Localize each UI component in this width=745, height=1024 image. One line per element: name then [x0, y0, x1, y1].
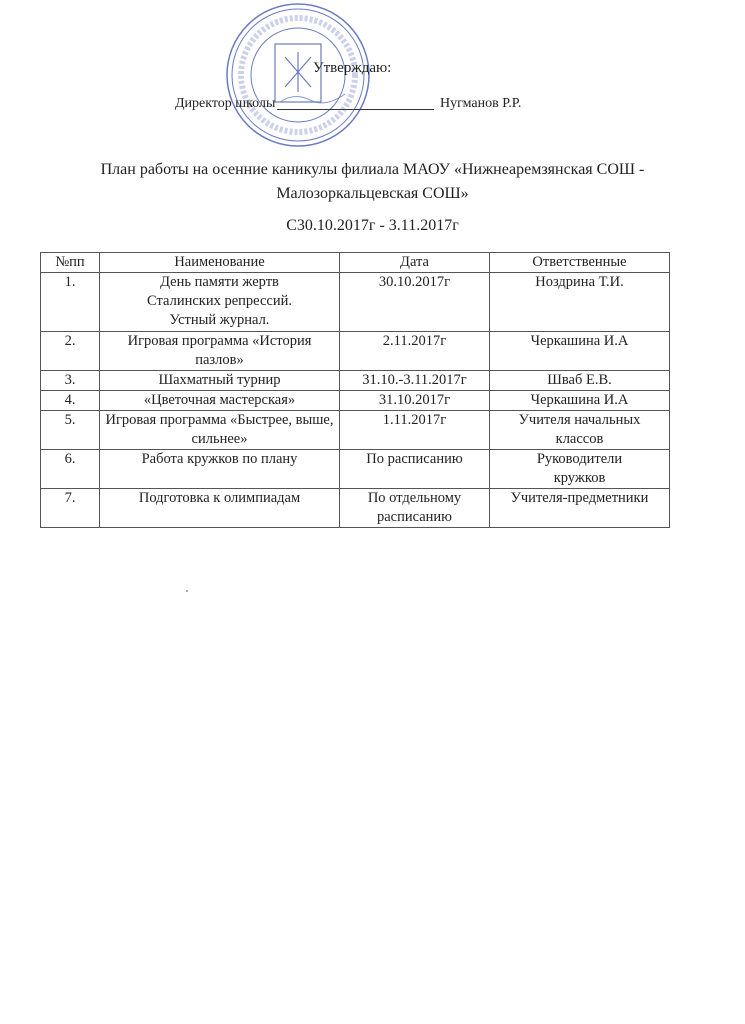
cell-responsible: Учителя-предметники: [490, 489, 670, 528]
cell-name: Подготовка к олимпиадам: [100, 489, 340, 528]
cell-date: По расписанию: [340, 450, 490, 489]
header-responsible: Ответственные: [490, 253, 670, 273]
signature-line: [277, 109, 434, 110]
cell-date: По отдельному расписанию: [340, 489, 490, 528]
table-row: [41, 450, 670, 489]
cell-responsible: Ноздрина Т.И.: [490, 273, 670, 332]
cell-num: 3.: [41, 371, 100, 391]
table-header-row: [41, 253, 670, 273]
cell-date: 30.10.2017г: [340, 273, 490, 332]
cell-responsible: Черкашина И.А: [490, 391, 670, 411]
table-row: [41, 411, 670, 450]
cell-date: 2.11.2017г: [340, 332, 490, 371]
header-name: Наименование: [100, 253, 340, 273]
header-date: Дата: [340, 253, 490, 273]
header-num: №пп: [41, 253, 100, 273]
cell-name: Шахматный турнир: [100, 371, 340, 391]
cell-date: 1.11.2017г: [340, 411, 490, 450]
table-row: [41, 489, 670, 528]
cell-name: «Цветочная мастерская»: [100, 391, 340, 411]
table-row: [41, 371, 670, 391]
cell-num: 6.: [41, 450, 100, 489]
title-line-2: Малозоркальцевская СОШ»: [276, 185, 469, 202]
document-title: [30, 158, 715, 206]
cell-date: 31.10.-3.11.2017г: [340, 371, 490, 391]
cell-num: 7.: [41, 489, 100, 528]
cell-name: Работа кружков по плану: [100, 450, 340, 489]
cell-num: 2.: [41, 332, 100, 371]
cell-responsible: Черкашина И.А: [490, 332, 670, 371]
cell-name: Игровая программа «История пазлов»: [100, 332, 340, 371]
plan-table: [40, 252, 670, 528]
cell-responsible: Учителя начальных классов: [490, 411, 670, 450]
table-row: [41, 332, 670, 371]
cell-num: 4.: [41, 391, 100, 411]
scan-speck: [186, 590, 188, 592]
cell-name: День памяти жертв Сталинских репрессий. Устный журнал.: [100, 273, 340, 332]
cell-date: 31.10.2017г: [340, 391, 490, 411]
director-label: Директор школы: [175, 96, 276, 111]
cell-num: 5.: [41, 411, 100, 450]
cell-responsible: Руководители кружков: [490, 450, 670, 489]
table-row: [41, 273, 670, 332]
period: С30.10.2017г - 3.11.2017г: [286, 217, 459, 234]
cell-name: Игровая программа «Быстрее, выше, сильнее»: [100, 411, 340, 450]
approve-label: Утверждаю:: [313, 60, 392, 76]
cell-responsible: Шваб Е.В.: [490, 371, 670, 391]
title-line-1: План работы на осенние каникулы филиала МАОУ «Нижнеаремзянская СОШ -: [100, 161, 645, 178]
cell-num: 1.: [41, 273, 100, 332]
table-row: [41, 391, 670, 411]
director-name: Нугманов Р.Р.: [440, 96, 522, 111]
